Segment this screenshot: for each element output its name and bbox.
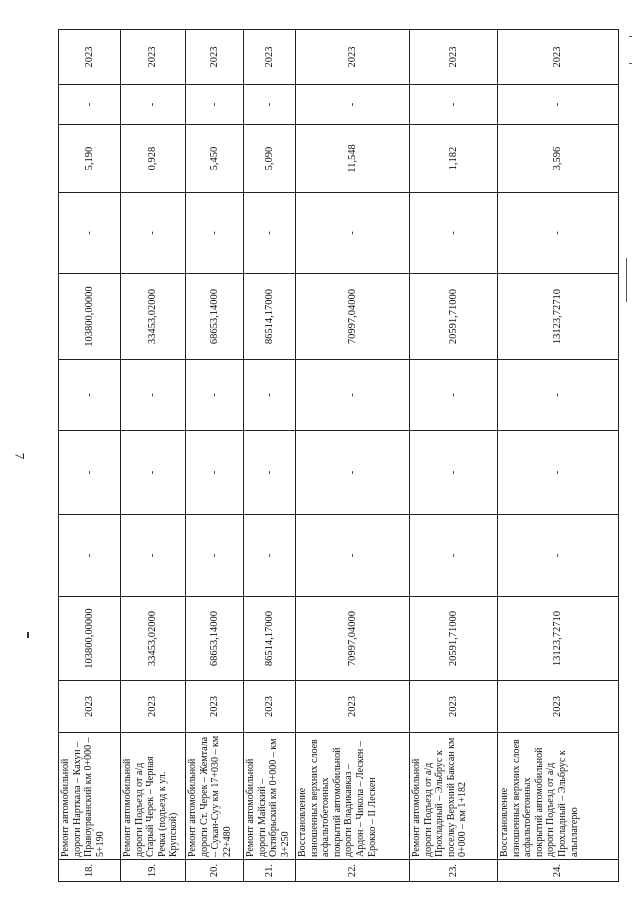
table-row xyxy=(59,30,121,882)
road-length-km: 5,450 xyxy=(186,125,244,193)
funding-column-5: - xyxy=(296,193,410,274)
end-year: 2023 xyxy=(410,30,498,85)
road-name: Ремонт автомобильной дороги Ст. Черек – Жемтала – Сукан-Суу км 17+030 – км 22+480 xyxy=(186,733,244,860)
end-year: 2023 xyxy=(121,30,186,85)
funding-column-4: 13123,72710 xyxy=(498,274,619,360)
start-year: 2023 xyxy=(296,681,410,733)
end-year: 2023 xyxy=(186,30,244,85)
total-amount: 70997,04000 xyxy=(296,597,410,681)
row-number: 20. xyxy=(186,860,244,882)
funding-column-6: - xyxy=(59,85,121,125)
road-length-km: 0,928 xyxy=(121,125,186,193)
total-amount: 20591,71000 xyxy=(410,597,498,681)
total-amount: 68653,14000 xyxy=(186,597,244,681)
funding-column-3: - xyxy=(121,360,186,431)
road-length-km: 5,090 xyxy=(244,125,296,193)
funding-column-3: - xyxy=(498,360,619,431)
funding-column-1: - xyxy=(59,515,121,597)
total-amount: 33453,02000 xyxy=(121,597,186,681)
page-number: 7 xyxy=(12,452,28,460)
road-length-km: 11,548 xyxy=(296,125,410,193)
roads-repair-table xyxy=(58,29,619,882)
funding-column-6: - xyxy=(296,85,410,125)
total-amount: 13123,72710 xyxy=(498,597,619,681)
total-amount: 103800,00000 xyxy=(59,597,121,681)
end-year: 2023 xyxy=(244,30,296,85)
funding-column-6: - xyxy=(410,85,498,125)
road-length-km: 3,596 xyxy=(498,125,619,193)
table-row xyxy=(296,30,410,882)
table-container xyxy=(58,46,618,882)
funding-column-1: - xyxy=(498,515,619,597)
funding-column-3: - xyxy=(186,360,244,431)
funding-column-2: - xyxy=(121,431,186,515)
table-row xyxy=(121,30,186,882)
start-year: 2023 xyxy=(186,681,244,733)
row-number: 22. xyxy=(296,860,410,882)
row-number: 24. xyxy=(498,860,619,882)
road-name: Ремонт автомобильной дороги Майский – Октябрьский км 0+000 – км 3+250 xyxy=(244,733,296,860)
funding-column-6: - xyxy=(498,85,619,125)
road-name: Ремонт автомобильной дороги Подъезд от а/д Прохладный – Эльбрус к поселку Верхний Баксан км 0+000 – км 1+182 xyxy=(410,733,498,860)
road-name: Восстановление изношенных верхних слоев асфальтобетонных покрытий автомобильной дороги Подъезд от а/д Прохладный – Эльбрус к альплагерю xyxy=(498,733,619,860)
table-row xyxy=(410,30,498,882)
row-number: 23. xyxy=(410,860,498,882)
start-year: 2023 xyxy=(121,681,186,733)
funding-column-6: - xyxy=(186,85,244,125)
start-year: 2023 xyxy=(498,681,619,733)
row-number: 18. xyxy=(59,860,121,882)
funding-column-4: 33453,02000 xyxy=(121,274,186,360)
funding-column-2: - xyxy=(296,431,410,515)
row-number: 19. xyxy=(121,860,186,882)
edge-tick xyxy=(629,36,632,64)
funding-column-4: 70997,04000 xyxy=(296,274,410,360)
end-year: 2023 xyxy=(296,30,410,85)
funding-column-6: - xyxy=(121,85,186,125)
road-length-km: 1,182 xyxy=(410,125,498,193)
funding-column-2: - xyxy=(186,431,244,515)
end-year: 2023 xyxy=(59,30,121,85)
rotated-table xyxy=(58,46,618,882)
road-name: Восстановление изношенных верхних слоев асфальтобетонных покрытий автомобильной дороги Владикавказ – Ардон – Чикола – Лескен – Ерокко – II Лескен xyxy=(296,733,410,860)
funding-column-3: - xyxy=(244,360,296,431)
funding-column-3: - xyxy=(410,360,498,431)
funding-column-3: - xyxy=(59,360,121,431)
end-year: 2023 xyxy=(498,30,619,85)
funding-column-3: - xyxy=(296,360,410,431)
funding-column-4: 20591,71000 xyxy=(410,274,498,360)
funding-column-4: 103800,00000 xyxy=(59,274,121,360)
road-name: Ремонт автомобильной дороги Нарткала – Кахун – Правоурванский км 0+000 – 5+190 xyxy=(59,733,121,860)
funding-column-2: - xyxy=(59,431,121,515)
funding-column-1: - xyxy=(244,515,296,597)
funding-column-6: - xyxy=(244,85,296,125)
row-number: 21. xyxy=(244,860,296,882)
edge-rule xyxy=(626,258,627,302)
funding-column-5: - xyxy=(244,193,296,274)
funding-column-1: - xyxy=(296,515,410,597)
total-amount: 86514,17000 xyxy=(244,597,296,681)
funding-column-2: - xyxy=(410,431,498,515)
funding-column-1: - xyxy=(410,515,498,597)
start-year: 2023 xyxy=(59,681,121,733)
funding-column-4: 68653,14000 xyxy=(186,274,244,360)
table-row xyxy=(186,30,244,882)
funding-column-5: - xyxy=(186,193,244,274)
funding-column-5: - xyxy=(410,193,498,274)
road-length-km: 5,190 xyxy=(59,125,121,193)
funding-column-5: - xyxy=(498,193,619,274)
start-year: 2023 xyxy=(244,681,296,733)
funding-column-5: - xyxy=(59,193,121,274)
funding-column-5: - xyxy=(121,193,186,274)
funding-column-1: - xyxy=(121,515,186,597)
funding-column-2: - xyxy=(244,431,296,515)
table-row xyxy=(244,30,296,882)
margin-mark xyxy=(27,632,29,638)
start-year: 2023 xyxy=(410,681,498,733)
funding-column-1: - xyxy=(186,515,244,597)
table-row xyxy=(498,30,619,882)
funding-column-4: 86514,17000 xyxy=(244,274,296,360)
funding-column-2: - xyxy=(498,431,619,515)
road-name: Ремонт автомобильной дороги Подъезд от а/д Старый Черек – Черная Речка (подъезд к ул. Крупской) xyxy=(121,733,186,860)
